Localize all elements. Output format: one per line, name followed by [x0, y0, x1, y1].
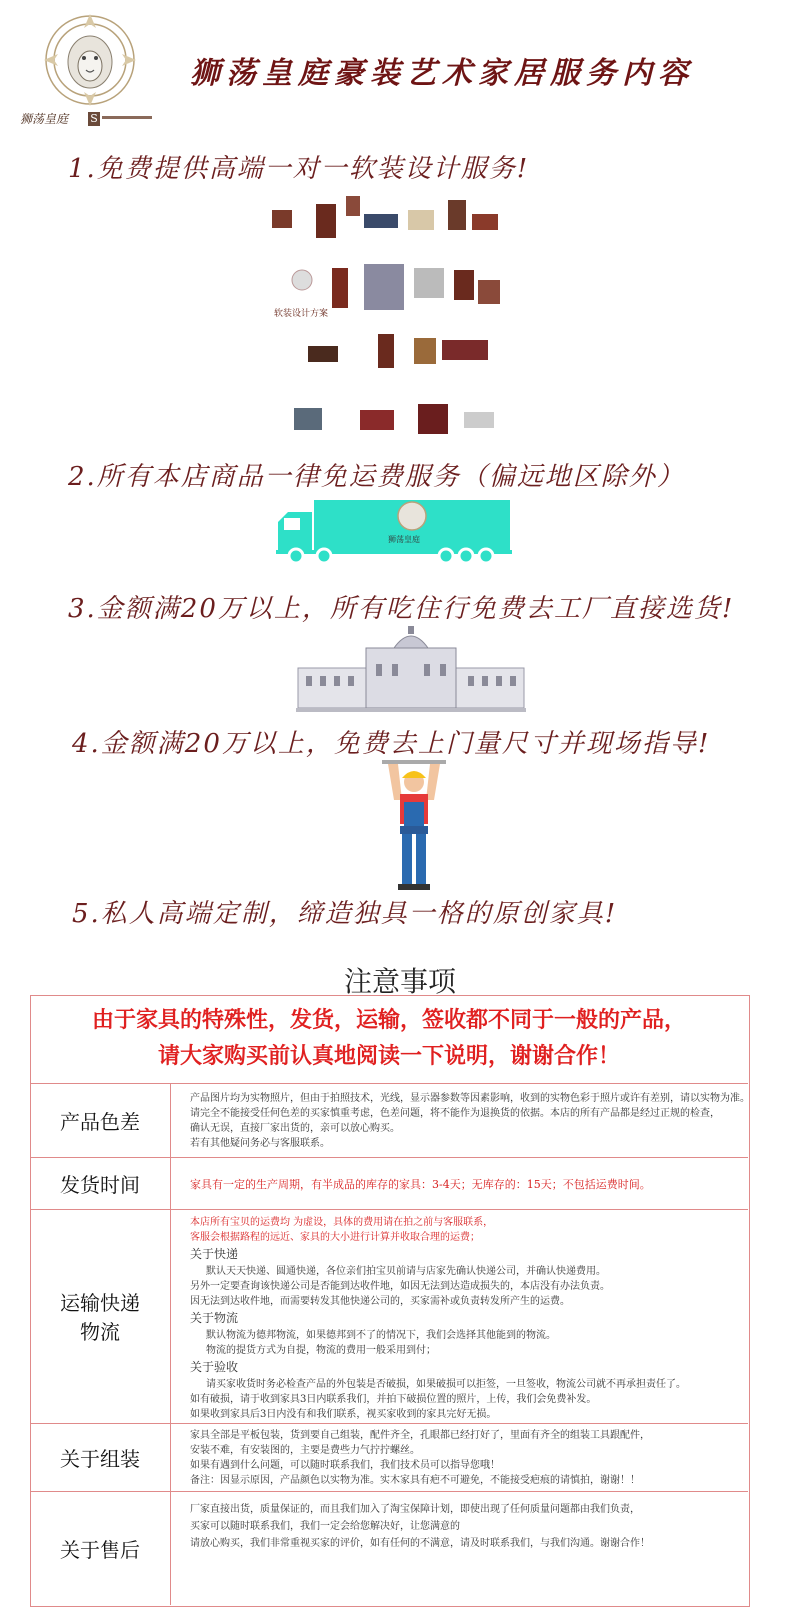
text-line: 如果有遇到什么问题，可以随时联系我们，我们技术员可以指导您哦！	[190, 1460, 500, 1471]
banner-line-2: 请大家购买前认真地阅读一下说明，谢谢合作！	[157, 1044, 620, 1069]
notice-title: 注意事项	[343, 965, 456, 998]
row-label-aftersales: 关于售后	[30, 1491, 171, 1605]
text-line: 默认天天快递、圆通快递，各位亲们拍宝贝前请与店家先确认快递公司，并确认快递费用。	[206, 1266, 606, 1277]
label-line: 物流	[80, 1320, 120, 1344]
service-item-5: 5.私人高端定制，缔造独具一格的原创家具!	[72, 899, 618, 929]
text-line: 因无法到达收件地，而需要转发其他快递公司的，买家需补或负责转发所产生的运费。	[190, 1296, 570, 1307]
row-content-aftersales	[190, 1501, 740, 1552]
notice-row-logistics	[30, 1209, 748, 1424]
delivery-truck-image	[276, 498, 512, 566]
service-item-2: 2.所有本店商品一律免运费服务（偏远地区除外）	[68, 462, 685, 492]
logo-subline	[102, 116, 152, 119]
text-line: 请买家收货时务必检查产品的外包装是否破损，如果破损可以拒签，一旦签收，物流公司就不再承担责任了。	[206, 1379, 686, 1390]
text-line: 另外一定要查询该快递公司是否能到达收件地，如因无法到达造成损失的，本店没有办法负责。	[190, 1281, 610, 1292]
subheading-inspection: 关于验收	[190, 1360, 239, 1374]
notice-row-color	[30, 1083, 748, 1158]
row-content-color	[190, 1091, 750, 1151]
text-line: 买家可以随时联系我们，我们一定会给您解决好，让您满意的	[190, 1521, 460, 1532]
text-line: 默认物流为德邦物流，如果德邦到不了的情况下，我们会选择其他能到的物流。	[206, 1330, 556, 1341]
row-label-shipping-time: 发货时间	[30, 1157, 171, 1209]
palace-building-image	[296, 624, 526, 712]
text-line: 请放心购买，我们非常重视买家的评价，如有任何的不满意，请及时联系我们，与我们沟通。谢谢合作！	[190, 1538, 650, 1549]
brand-logo	[18, 8, 168, 138]
text-line: 如果收到家具后3日内没有和我们联系，视买家收到的家具完好无损。	[190, 1409, 497, 1420]
row-content-assembly	[190, 1428, 740, 1488]
text-line: 如有破损，请于收到家具3日内联系我们，并拍下破损位置的照片，上传，我们会免费补发。	[190, 1394, 597, 1405]
logo-monogram: S	[88, 112, 100, 126]
page-title: 狮荡皇庭豪装艺术家居服务内容	[190, 56, 694, 91]
subheading-logistics: 关于物流	[190, 1311, 239, 1325]
banner-line-1: 由于家具的特殊性，发货，运输，签收都不同于一般的产品，	[91, 1008, 686, 1033]
service-item-3: 3.金额满20万以上，所有吃住行免费去工厂直接选货!	[68, 594, 735, 624]
furniture-collage-image	[268, 190, 508, 440]
truck-brand-text: 狮荡皇庭	[388, 535, 420, 544]
row-content-shipping-time: 家具有一定的生产周期，有半成品的库存的家具：3-4天；无库存的：15天；不包括运费时间。	[190, 1178, 651, 1191]
label-line: 运输快递	[60, 1291, 140, 1315]
text-line: 若有其他疑问务必与客服联系。	[190, 1138, 330, 1149]
text-line: 产品图片均为实物照片，但由于拍照技术，光线，显示器参数等因素影响，收到的实物色彩于照片或许有差别，请以实物为准。	[190, 1093, 750, 1104]
text-line: 本店所有宝贝的运费均 为虚设，具体的费用请在拍之前与客服联系，	[190, 1217, 494, 1228]
text-line: 备注：因显示原因，产品颜色以实物为准。实木家具有疤不可避免，不能接受疤痕的请慎拍，谢谢！！	[190, 1475, 640, 1486]
lion-logo-icon	[40, 10, 140, 110]
service-item-1: 1.免费提供高端一对一软装设计服务!	[68, 154, 530, 184]
row-label-assembly: 关于组装	[30, 1423, 171, 1491]
service-item-4: 4.金额满20万以上，免费去上门量尺寸并现场指导!	[72, 729, 711, 759]
text-line: 安装不难，有安装图的，主要是费些力气拧拧螺丝。	[190, 1445, 420, 1456]
text-line: 厂家直接出货，质量保证的，而且我们加入了淘宝保障计划，即使出现了任何质量问题都由我们负责，	[190, 1504, 640, 1515]
subheading-express: 关于快递	[190, 1247, 239, 1261]
notice-row-shipping-time	[30, 1157, 748, 1210]
collage-caption: 软装设计方案	[274, 309, 329, 319]
worker-illustration	[380, 760, 448, 892]
row-content-logistics	[190, 1215, 740, 1422]
row-label-color: 产品色差	[30, 1083, 171, 1157]
notice-row-assembly	[30, 1423, 748, 1492]
notice-row-aftersales	[30, 1491, 748, 1605]
text-line: 客服会根据路程的远近、家具的大小进行计算并收取合理的运费；	[190, 1232, 480, 1243]
notice-banner	[30, 995, 748, 1084]
text-line: 确认无误，直接厂家出货的，亲可以放心购买。	[190, 1123, 400, 1134]
row-label-logistics	[30, 1209, 171, 1423]
text-line: 物流的提货方式为自提，物流的费用一般采用到付；	[206, 1345, 436, 1356]
text-line: 家具全部是平板包装，货到要自己组装，配件齐全，孔眼都已经打好了，里面有齐全的组装工具跟配件，	[190, 1430, 650, 1441]
text-line: 请完全不能接受任何色差的买家慎重考虑，色差问题，将不能作为退换货的依据。本店的所有产品都是经过正规的检查，	[190, 1108, 720, 1119]
logo-text: 狮荡皇庭	[20, 112, 69, 126]
